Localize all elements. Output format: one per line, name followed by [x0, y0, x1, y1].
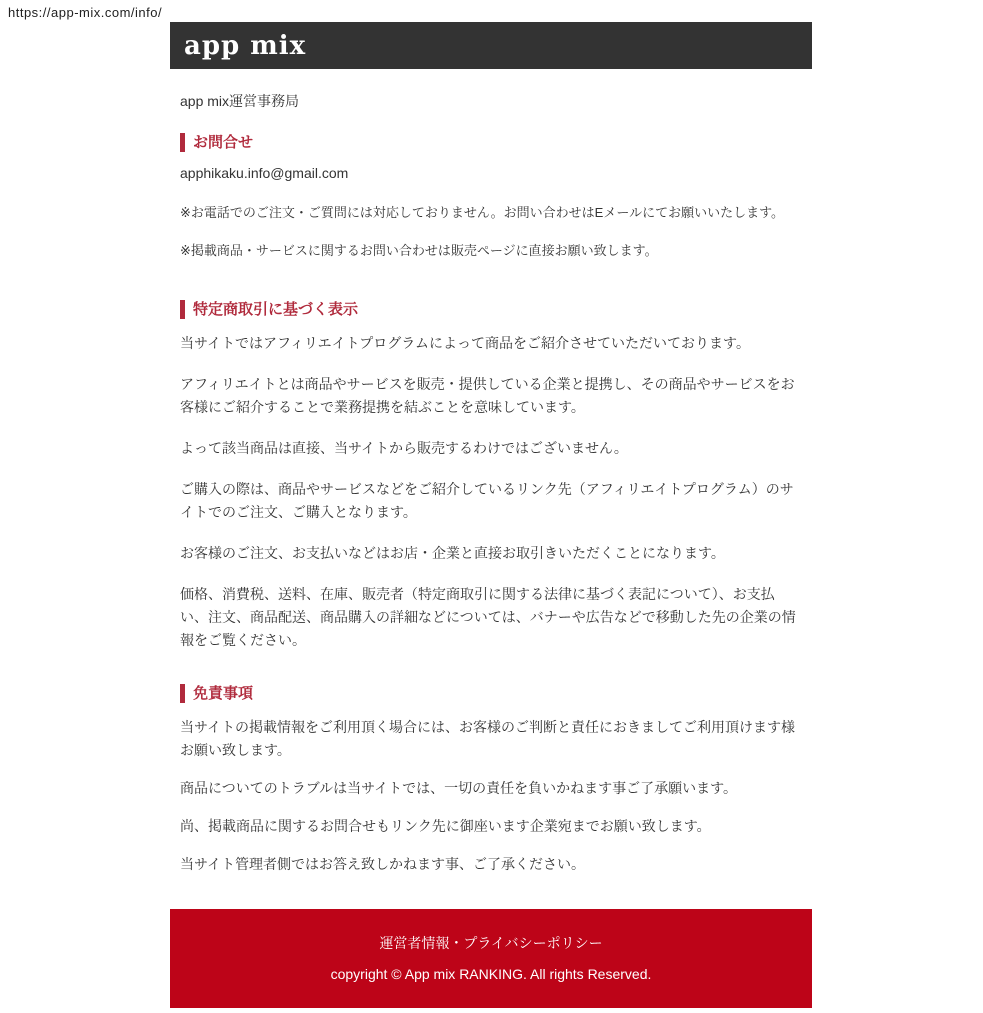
operator-name: app mix運営事務局: [180, 93, 300, 109]
section-title-disclaimer: 免責事項: [180, 684, 802, 703]
paragraph: 当サイトではアフィリエイトプログラムによって商品をご紹介させていただいております。: [180, 335, 750, 351]
site-header: [170, 22, 812, 69]
section-title-commercial-transaction: 特定商取引に基づく表示: [180, 300, 802, 319]
contact-note-products: ※掲載商品・サービスに関するお問い合わせは販売ページに直接お願い致します。: [180, 243, 658, 258]
footer-copyright: copyright © App mix RANKING. All rights Reserved.: [330, 966, 652, 982]
section-title-contact: お問合せ: [180, 133, 802, 152]
contact-note-phone: ※お電話でのご注文・ご質問には対応しておりません。お問い合わせはEメールにてお願いいたします。: [180, 205, 785, 220]
paragraph: 尚、掲載商品に関するお問合せもリンク先に御座います企業宛までお願い致します。: [180, 818, 711, 834]
page-container: [170, 22, 812, 1008]
contact-email: apphikaku.info@gmail.com: [180, 165, 349, 181]
paragraph: お客様のご注文、お支払いなどはお店・企業と直接お取引きいただくことになります。: [180, 545, 725, 561]
section-contact: [180, 133, 802, 258]
section-disclaimer: [180, 684, 802, 876]
site-footer: [170, 909, 812, 1008]
site-logo: app mix: [184, 30, 307, 61]
footer-link-privacy-policy[interactable]: 運営者情報・プライバシーポリシー: [379, 935, 603, 951]
paragraph: 当サイトの掲載情報をご利用頂く場合には、お客様のご判断と責任におきましてご利用頂けます様お願い致します。: [180, 719, 796, 758]
page-url: https://app-mix.com/info/: [8, 5, 163, 20]
paragraph: ご購入の際は、商品やサービスなどをご紹介しているリンク先（アフィリエイトプログラム）のサイトでのご注文、ご購入となります。: [180, 481, 794, 520]
paragraph: よって該当商品は直接、当サイトから販売するわけではございません。: [180, 440, 628, 456]
paragraph: 当サイト管理者側ではお答え致しかねます事、ご了承ください。: [180, 856, 586, 872]
paragraph: 商品についてのトラブルは当サイトでは、一切の責任を負いかねます事ご了承願います。: [180, 780, 738, 796]
main-content: [170, 93, 812, 876]
section-commercial-transaction: [180, 300, 802, 652]
paragraph: 価格、消費税、送料、在庫、販売者（特定商取引に関する法律に基づく表記について）、お支払い、注文、商品配送、商品購入の詳細などについては、バナーや広告などで移動した先の企業の情報をご覧ください。: [180, 586, 796, 648]
paragraph: アフィリエイトとは商品やサービスを販売・提供している企業と提携し、その商品やサービスをお客様にご紹介することで業務提携を結ぶことを意味しています。: [180, 376, 795, 415]
